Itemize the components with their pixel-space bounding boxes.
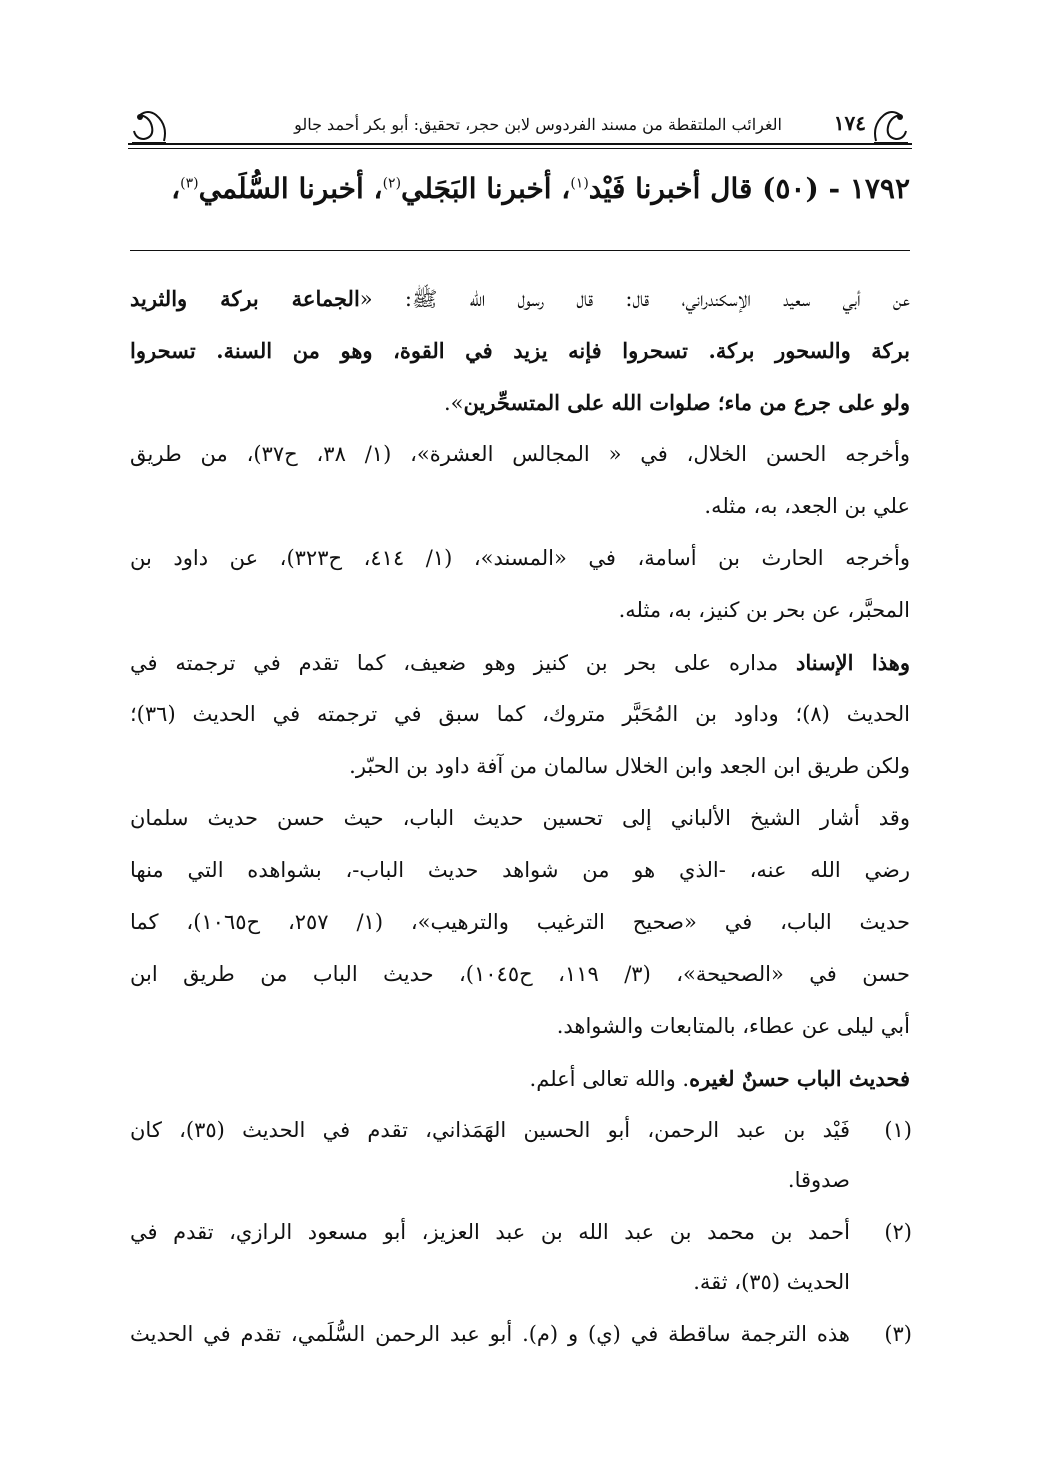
separator-rule: [130, 250, 910, 251]
body-line: بركة والسحور بركة. تسحروا فإنه يزيد في القوة، وهو من السنة. تسحروا: [130, 338, 910, 363]
body-line: وقد أشار الشيخ الألباني إلى تحسين حديث الباب، حيث حسن حديث سلمان: [130, 806, 910, 830]
header-rule-thin: [128, 148, 912, 149]
body-line: ولو على جرع من ماء؛ صلوات الله على المتسحِّرين».: [443, 390, 910, 415]
header-rule: [128, 143, 912, 145]
page-number: ١٧٤: [833, 111, 866, 135]
footnote-line: أحمد بن محمد بن عبد الله بن عبد العزيز، أبو مسعود الرازي، تقدم في: [130, 1220, 850, 1244]
page-header: [128, 105, 912, 149]
body-line: المحبَّر، عن بحر بن كنيز، به، مثله.: [618, 598, 910, 622]
hadith-heading: ١٧٩٢ - (٥٠) قال أخبرنا فَيْد$^{(١)}$، أخبرنا البَجَلي$^{(٢)}$، أخبرنا السُّلَمي$^{(٣)}$،: [171, 172, 910, 205]
running-title: الغرائب الملتقطة من مسند الفردوس لابن حجر، تحقيق: أبو بكر أحمد جالو: [294, 115, 782, 134]
footnote-line: هذه الترجمة ساقطة في (ي) و (م). أبو عبد الرحمن السُّلَمي، تقدم في الحديث: [130, 1322, 850, 1346]
footnote-number: (٢): [884, 1220, 912, 1244]
footnote-ref[interactable]: (٢): [382, 175, 402, 192]
body-line: رضي الله عنه، -الذي هو من شواهد حديث الباب-، بشواهده التي منها: [130, 858, 910, 882]
footnote-ref[interactable]: (١): [570, 175, 589, 192]
footnote-number: (٣): [884, 1322, 912, 1346]
footnote-line: فَيْد بن عبد الرحمن، أبو الحسين الهَمَذاني، تقدم في الحديث (٣٥)، كان: [130, 1118, 850, 1142]
body-line: وهذا الإسناد مداره على بحر بن كنيز وهو ضعيف، كما تقدم في ترجمته في: [130, 650, 910, 675]
footnote-number: (١): [884, 1118, 912, 1142]
footnote-line: الحديث (٣٥)، ثقة.: [693, 1270, 850, 1294]
body-line: حديث الباب، في «صحيح الترغيب والترهيب»، (١/ ٢٥٧، ح١٠٦٥)، كما: [130, 910, 910, 934]
body-line: الحديث (٨)؛ وداود بن المُحَبَّر متروك، كما سبق في ترجمته في الحديث (٣٦)؛: [130, 702, 910, 726]
body-line: أبي ليلى عن عطاء، بالمتابعات والشواهد.: [556, 1014, 910, 1038]
body-line: فحديث الباب حسنٌ لغيره. والله تعالى أعلم.: [529, 1066, 910, 1091]
body-line: حسن في «الصحيحة»، (٣/ ١١٩، ح١٠٤٥)، حديث الباب من طريق ابن: [130, 962, 910, 986]
body-line: وأخرجه الحسن الخلال، في « المجالس العشرة»، (١/ ٣٨، ح٣٧)، من طريق: [130, 442, 910, 466]
body-line: ولكن طريق ابن الجعد وابن الخلال سالمان من آفة داود بن الحبّر.: [349, 754, 910, 778]
footnote-ref[interactable]: (٣): [180, 175, 199, 192]
body-line: علي بن الجعد، به، مثله.: [704, 494, 910, 518]
body-line: وأخرجه الحارث بن أسامة، في «المسند»، (١/ ٤١٤، ح٣٢٣)، عن داود بن: [130, 546, 910, 570]
body-line: عن أبي سعيد الإسكندراني، قال: قال رسول الله ﷺ: «الجماعة بركة والثريد: [130, 286, 910, 311]
footnote-line: صدوقا.: [787, 1168, 850, 1192]
